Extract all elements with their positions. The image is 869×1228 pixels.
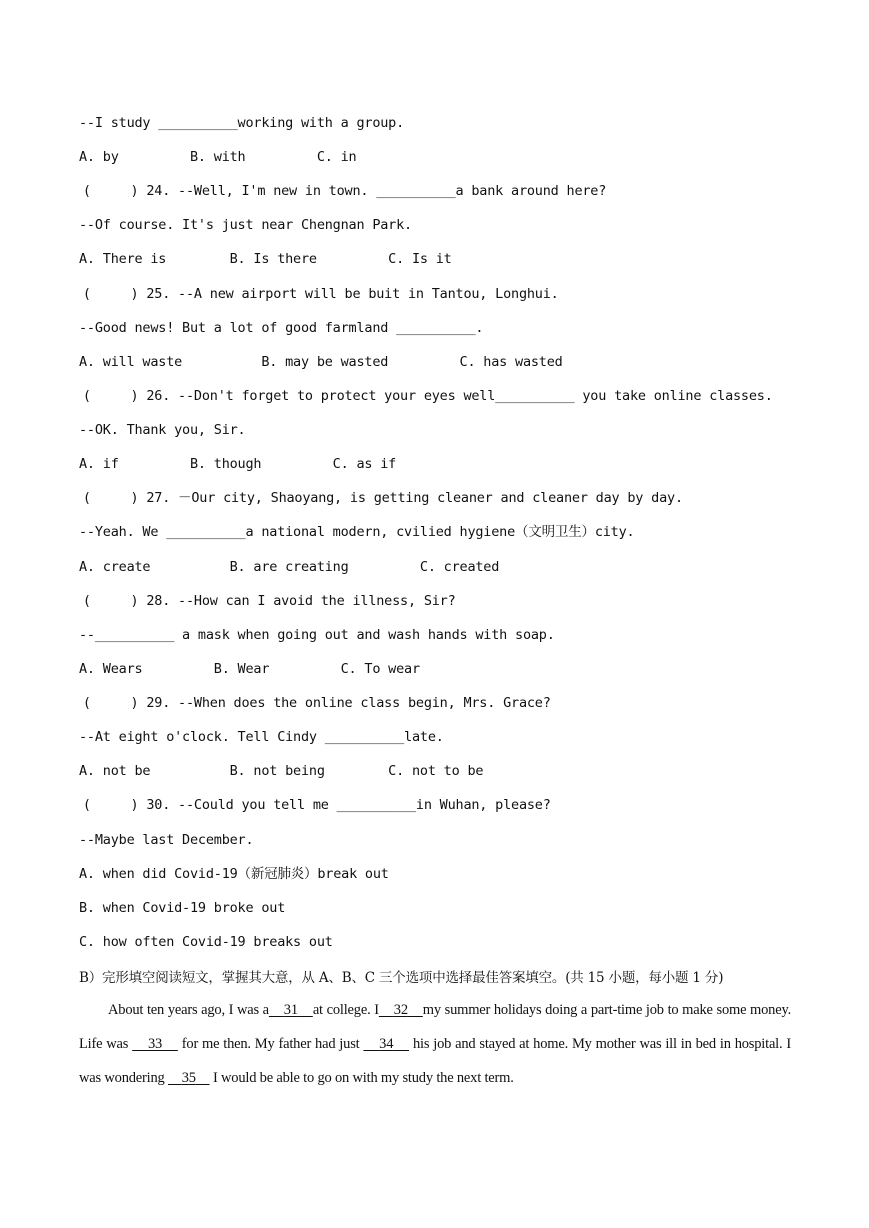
passage-text-4: for me then. My father had just bbox=[177, 1036, 364, 1053]
blank-35: 35 bbox=[181, 1070, 196, 1087]
passage-text-3: my summer holidays doing a part-time job to make some money. Life was bbox=[79, 1002, 791, 1053]
question-26-options: A. if B. though C. as if bbox=[79, 456, 397, 472]
question-29-reply: --At eight o'clock. Tell Cindy __________late. bbox=[79, 729, 444, 745]
question-26: ( ) 26. --Don't forget to protect your eyes well__________ you take online classes. bbox=[75, 388, 773, 404]
cloze-passage bbox=[79, 993, 791, 1096]
question-30-option-b: B. when Covid-19 broke out bbox=[79, 900, 286, 916]
question-28: ( ) 28. --How can I avoid the illness, Sir? bbox=[75, 593, 456, 609]
passage-text-1: About ten years ago, I was a bbox=[108, 1002, 269, 1018]
question-25-options: A. will waste B. may be wasted C. has wasted bbox=[79, 354, 563, 370]
blank-31: 31 bbox=[283, 1002, 298, 1018]
question-28-reply: --__________ a mask when going out and wash hands with soap. bbox=[79, 627, 555, 643]
question-30: ( ) 30. --Could you tell me __________in Wuhan, please? bbox=[75, 797, 551, 813]
question-27: ( ) 27. －Our city, Shaoyang, is getting cleaner and cleaner day by day. bbox=[75, 490, 683, 506]
question-23-reply: --I study __________working with a group. bbox=[79, 115, 405, 131]
question-25: ( ) 25. --A new airport will be buit in Tantou, Longhui. bbox=[75, 286, 559, 302]
question-30-option-a: A. when did Covid-19（新冠肺炎）break out bbox=[79, 866, 389, 882]
section-heading: B）完形填空阅读短文，掌握其大意，从 A、B、C 三个选项中选择最佳答案填空。(共 15 小题，每小题 1 分) bbox=[79, 970, 724, 986]
blank-34: 34 bbox=[379, 1036, 394, 1053]
question-30-reply: --Maybe last December. bbox=[79, 832, 254, 848]
passage-text-5: his job and stayed at home. My mother was ill in bed in hospital. I was wondering bbox=[79, 1036, 791, 1087]
question-28-options: A. Wears B. Wear C. To wear bbox=[79, 661, 420, 677]
question-29: ( ) 29. --When does the online class begin, Mrs. Grace? bbox=[75, 695, 551, 711]
blank-32: 32 bbox=[393, 1002, 408, 1018]
question-27-reply: --Yeah. We __________a national modern, cvilied hygiene（文明卫生）city. bbox=[79, 524, 635, 540]
passage-text-2: at college. I bbox=[312, 1002, 379, 1018]
question-26-reply: --OK. Thank you, Sir. bbox=[79, 422, 246, 438]
question-29-options: A. not be B. not being C. not to be bbox=[79, 763, 484, 779]
question-30-option-c: C. how often Covid-19 breaks out bbox=[79, 934, 333, 950]
question-27-options: A. create B. are creating C. created bbox=[79, 559, 500, 575]
question-24: ( ) 24. --Well, I'm new in town. __________a bank around here? bbox=[75, 183, 607, 199]
passage-text-6: I would be able to go on with my study the next term. bbox=[209, 1070, 514, 1087]
question-23-options: A. by B. with C. in bbox=[79, 149, 357, 165]
question-24-reply: --Of course. It's just near Chengnan Park. bbox=[79, 217, 412, 233]
question-24-options: A. There is B. Is there C. Is it bbox=[79, 251, 452, 267]
question-25-reply: --Good news! But a lot of good farmland __________. bbox=[79, 320, 484, 336]
blank-33: 33 bbox=[147, 1036, 163, 1053]
